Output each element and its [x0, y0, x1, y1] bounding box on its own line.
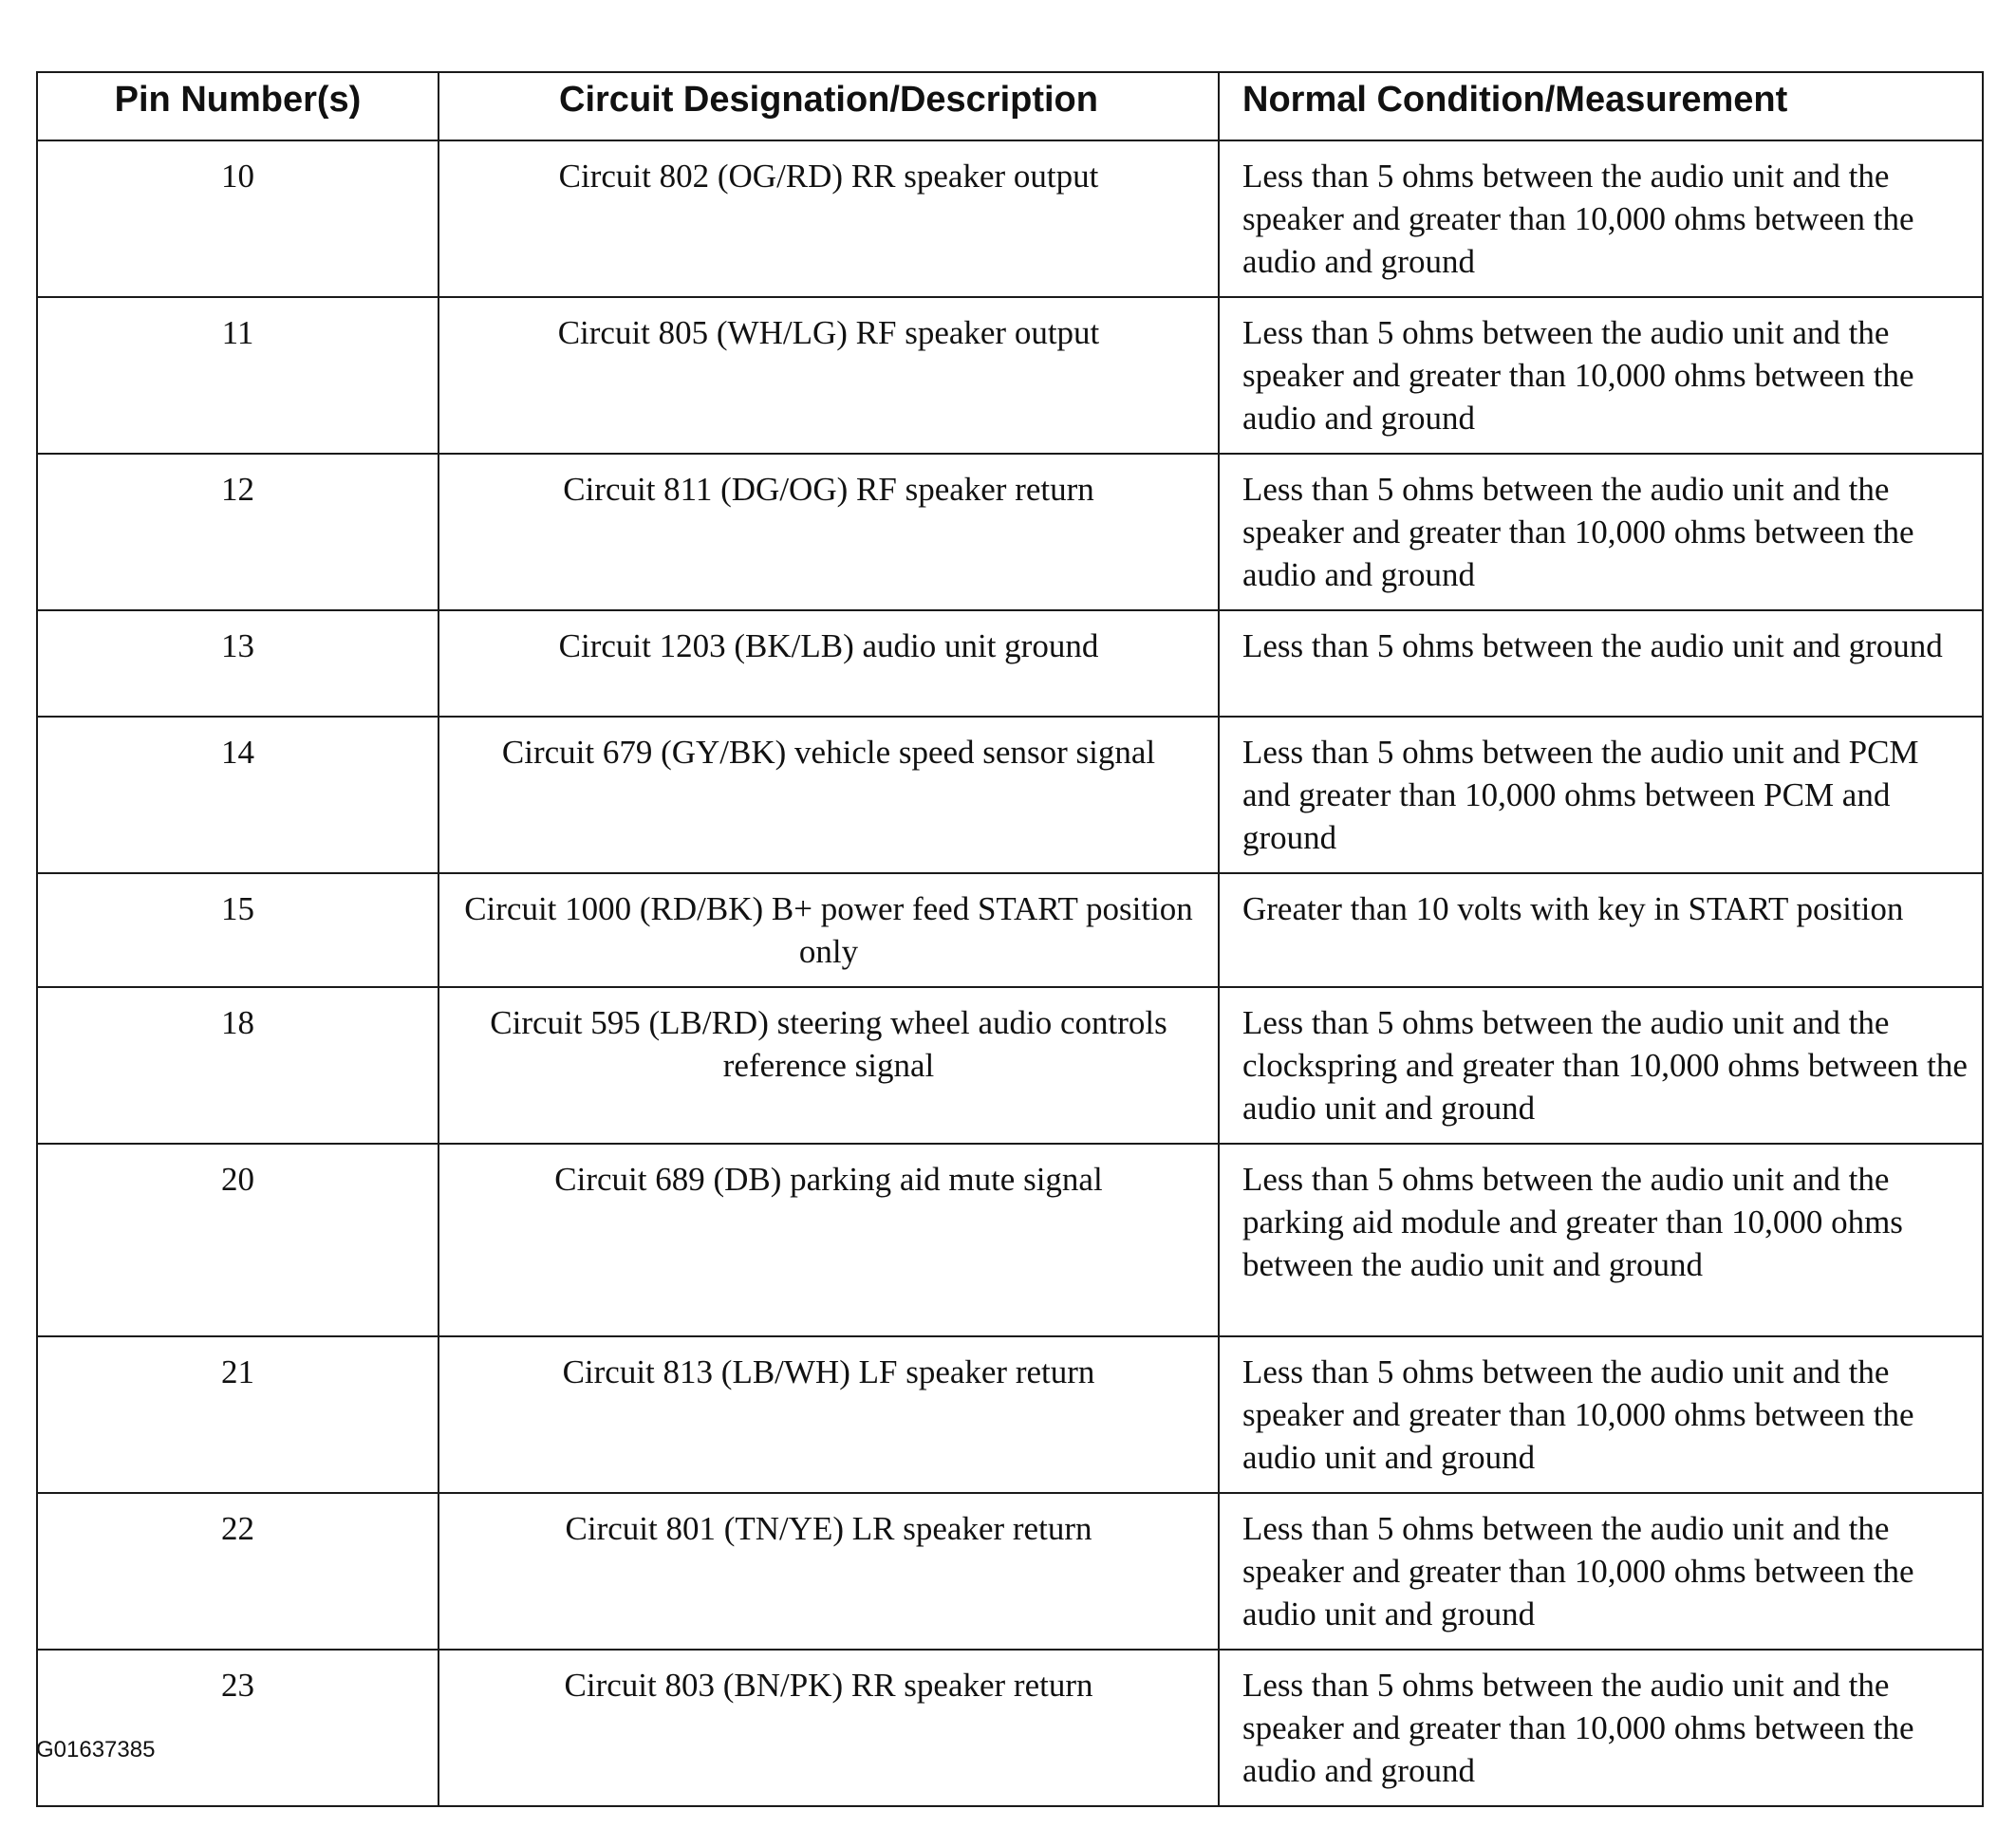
- measurement-cell: Less than 5 ohms between the audio unit and the speaker and greater than 10,000 ohms between the audio and ground: [1219, 454, 1983, 610]
- pin-cell: 23: [37, 1650, 439, 1806]
- table-row: [37, 1650, 1983, 1806]
- pinout-table: [36, 71, 1984, 1807]
- table-row: [37, 1336, 1983, 1493]
- measurement-cell: Less than 5 ohms between the audio unit and the speaker and greater than 10,000 ohms between the audio and ground: [1219, 297, 1983, 454]
- header-normal-condition: Normal Condition/Measurement: [1219, 72, 1983, 140]
- pin-cell: 20: [37, 1144, 439, 1336]
- circuit-cell: Circuit 1000 (RD/BK) B+ power feed START position only: [439, 873, 1219, 987]
- circuit-cell: Circuit 802 (OG/RD) RR speaker output: [439, 140, 1219, 297]
- circuit-cell: Circuit 801 (TN/YE) LR speaker return: [439, 1493, 1219, 1650]
- circuit-cell: Circuit 1203 (BK/LB) audio unit ground: [439, 610, 1219, 717]
- pin-cell: 18: [37, 987, 439, 1144]
- pin-cell: 21: [37, 1336, 439, 1493]
- pin-cell: 11: [37, 297, 439, 454]
- table-row: [37, 717, 1983, 873]
- pin-cell: 13: [37, 610, 439, 717]
- measurement-cell: Less than 5 ohms between the audio unit and the speaker and greater than 10,000 ohms between the audio unit and ground: [1219, 1336, 1983, 1493]
- circuit-cell: Circuit 803 (BN/PK) RR speaker return: [439, 1650, 1219, 1806]
- table-row: [37, 140, 1983, 297]
- circuit-cell: Circuit 689 (DB) parking aid mute signal: [439, 1144, 1219, 1336]
- measurement-cell: Less than 5 ohms between the audio unit and the speaker and greater than 10,000 ohms between the audio and ground: [1219, 1650, 1983, 1806]
- table-row: [37, 454, 1983, 610]
- figure-id-label: G01637385: [36, 1737, 156, 1763]
- pin-cell: 22: [37, 1493, 439, 1650]
- circuit-cell: Circuit 811 (DG/OG) RF speaker return: [439, 454, 1219, 610]
- measurement-cell: Less than 5 ohms between the audio unit and the speaker and greater than 10,000 ohms between the audio and ground: [1219, 140, 1983, 297]
- table-row: [37, 987, 1983, 1144]
- header-circuit-designation: Circuit Designation/Description: [439, 72, 1219, 140]
- circuit-cell: Circuit 805 (WH/LG) RF speaker output: [439, 297, 1219, 454]
- measurement-cell: Less than 5 ohms between the audio unit and the parking aid module and greater than 10,000 ohms between the audio unit and ground: [1219, 1144, 1983, 1336]
- circuit-cell: Circuit 679 (GY/BK) vehicle speed sensor signal: [439, 717, 1219, 873]
- pin-cell: 10: [37, 140, 439, 297]
- circuit-cell: Circuit 813 (LB/WH) LF speaker return: [439, 1336, 1219, 1493]
- circuit-cell: Circuit 595 (LB/RD) steering wheel audio controls reference signal: [439, 987, 1219, 1144]
- pin-cell: 15: [37, 873, 439, 987]
- table-row: [37, 1144, 1983, 1336]
- pinout-table-container: [36, 71, 1982, 1807]
- pin-cell: 12: [37, 454, 439, 610]
- measurement-cell: Less than 5 ohms between the audio unit and ground: [1219, 610, 1983, 717]
- header-row: [37, 72, 1983, 140]
- pin-cell: 14: [37, 717, 439, 873]
- header-pin-numbers: Pin Number(s): [37, 72, 439, 140]
- table-row: [37, 873, 1983, 987]
- table-row: [37, 610, 1983, 717]
- measurement-cell: Less than 5 ohms between the audio unit and the clockspring and greater than 10,000 ohms between the audio unit and ground: [1219, 987, 1983, 1144]
- measurement-cell: Greater than 10 volts with key in START position: [1219, 873, 1983, 987]
- table-row: [37, 1493, 1983, 1650]
- table-row: [37, 297, 1983, 454]
- measurement-cell: Less than 5 ohms between the audio unit and the speaker and greater than 10,000 ohms between the audio unit and ground: [1219, 1493, 1983, 1650]
- measurement-cell: Less than 5 ohms between the audio unit and PCM and greater than 10,000 ohms between PCM and ground: [1219, 717, 1983, 873]
